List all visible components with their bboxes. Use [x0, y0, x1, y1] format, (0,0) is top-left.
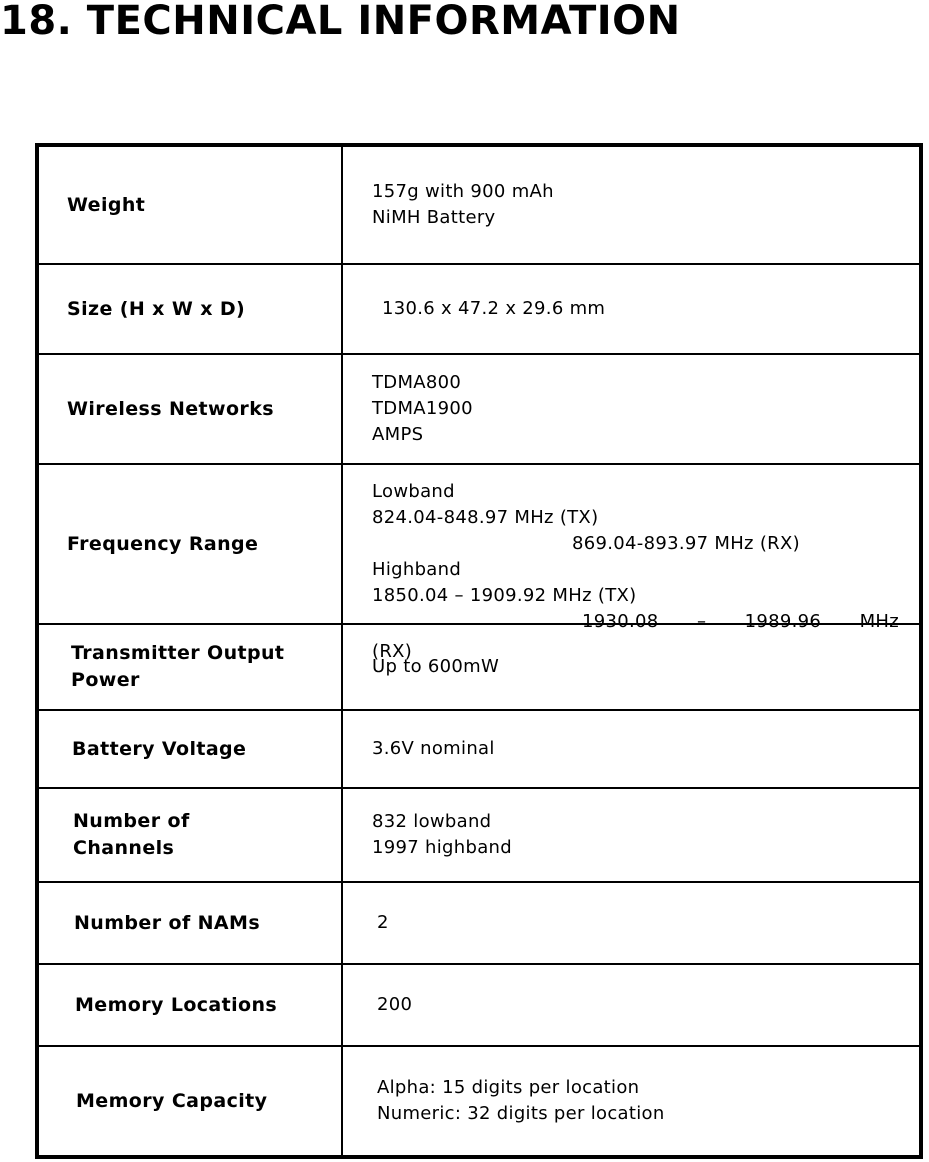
spec-label: Wireless Networks [67, 397, 274, 420]
spec-value [377, 883, 899, 963]
spec-row-memory-capacity [39, 1047, 919, 1155]
spec-label: Memory Capacity [76, 1089, 268, 1112]
spec-row-number-of-channels [39, 789, 919, 883]
highband-rx-label: (RX) [372, 641, 413, 662]
highband-rx-start: 1930.08 [582, 611, 659, 632]
spec-value-line: 200 [377, 994, 413, 1015]
technical-spec-table [35, 143, 923, 1159]
spec-value-line: Numeric: 32 digits per location [377, 1103, 665, 1124]
lowband-label: Lowband [372, 481, 455, 502]
spec-label: Battery Voltage [72, 737, 247, 760]
spec-value [377, 1047, 899, 1155]
spec-row-number-of-nams [39, 883, 919, 965]
spec-row-size [39, 265, 919, 355]
lowband-rx: 869.04-893.97 MHz (RX) [572, 533, 800, 554]
spec-value-line: Alpha: 15 digits per location [377, 1077, 640, 1098]
highband-rx-end: 1989.96 [744, 611, 822, 632]
spec-value-line: 832 lowband [372, 811, 492, 832]
spec-value [372, 147, 899, 263]
spec-value [372, 355, 899, 463]
spec-value-line: 3.6V nominal [372, 738, 495, 759]
spec-value [372, 711, 899, 787]
spec-row-frequency-range [39, 465, 919, 662]
spec-row-weight [39, 147, 919, 265]
spec-value-line: 157g with 900 mAh [372, 181, 554, 202]
page-title: 18. TECHNICAL INFORMATION [0, 0, 681, 44]
spec-label: Size (H x W x D) [67, 297, 246, 320]
spec-value [372, 789, 899, 881]
spec-label: Memory Locations [75, 993, 278, 1016]
spec-label: Number of NAMs [74, 911, 261, 934]
spec-value-line: NiMH Battery [372, 207, 496, 228]
lowband-tx: 824.04-848.97 MHz (TX) [372, 507, 599, 528]
spec-value-line: 2 [377, 912, 389, 933]
spec-value-line: TDMA1900 [372, 398, 473, 419]
spec-label: Transmitter Output Power [71, 642, 285, 691]
spec-value-line: 130.6 x 47.2 x 29.6 mm [382, 298, 606, 319]
spec-value [377, 965, 899, 1045]
highband-tx: 1850.04 – 1909.92 MHz (TX) [372, 585, 637, 606]
lowband-tx-line [372, 479, 899, 531]
highband-rx-dash: – [696, 611, 707, 632]
spec-value-line: AMPS [372, 424, 424, 445]
spec-value [382, 265, 899, 353]
highband-label: Highband [372, 559, 462, 580]
spec-row-memory-locations [39, 965, 919, 1047]
spec-value [372, 625, 899, 709]
spec-value [372, 465, 899, 662]
spec-row-transmitter-output-power [39, 625, 919, 711]
spec-value-line: Up to 600mW [372, 656, 500, 677]
spec-label: Frequency Range [67, 532, 259, 555]
highband-tx-line [372, 557, 899, 609]
spec-row-battery-voltage [39, 711, 919, 789]
spec-label: Weight [67, 193, 146, 216]
spec-value-line: TDMA800 [372, 372, 462, 393]
spec-value-line: 1997 highband [372, 837, 512, 858]
spec-row-wireless-networks [39, 355, 919, 465]
spec-label: Number of Channels [73, 810, 190, 859]
highband-rx-unit: MHz [859, 611, 899, 632]
